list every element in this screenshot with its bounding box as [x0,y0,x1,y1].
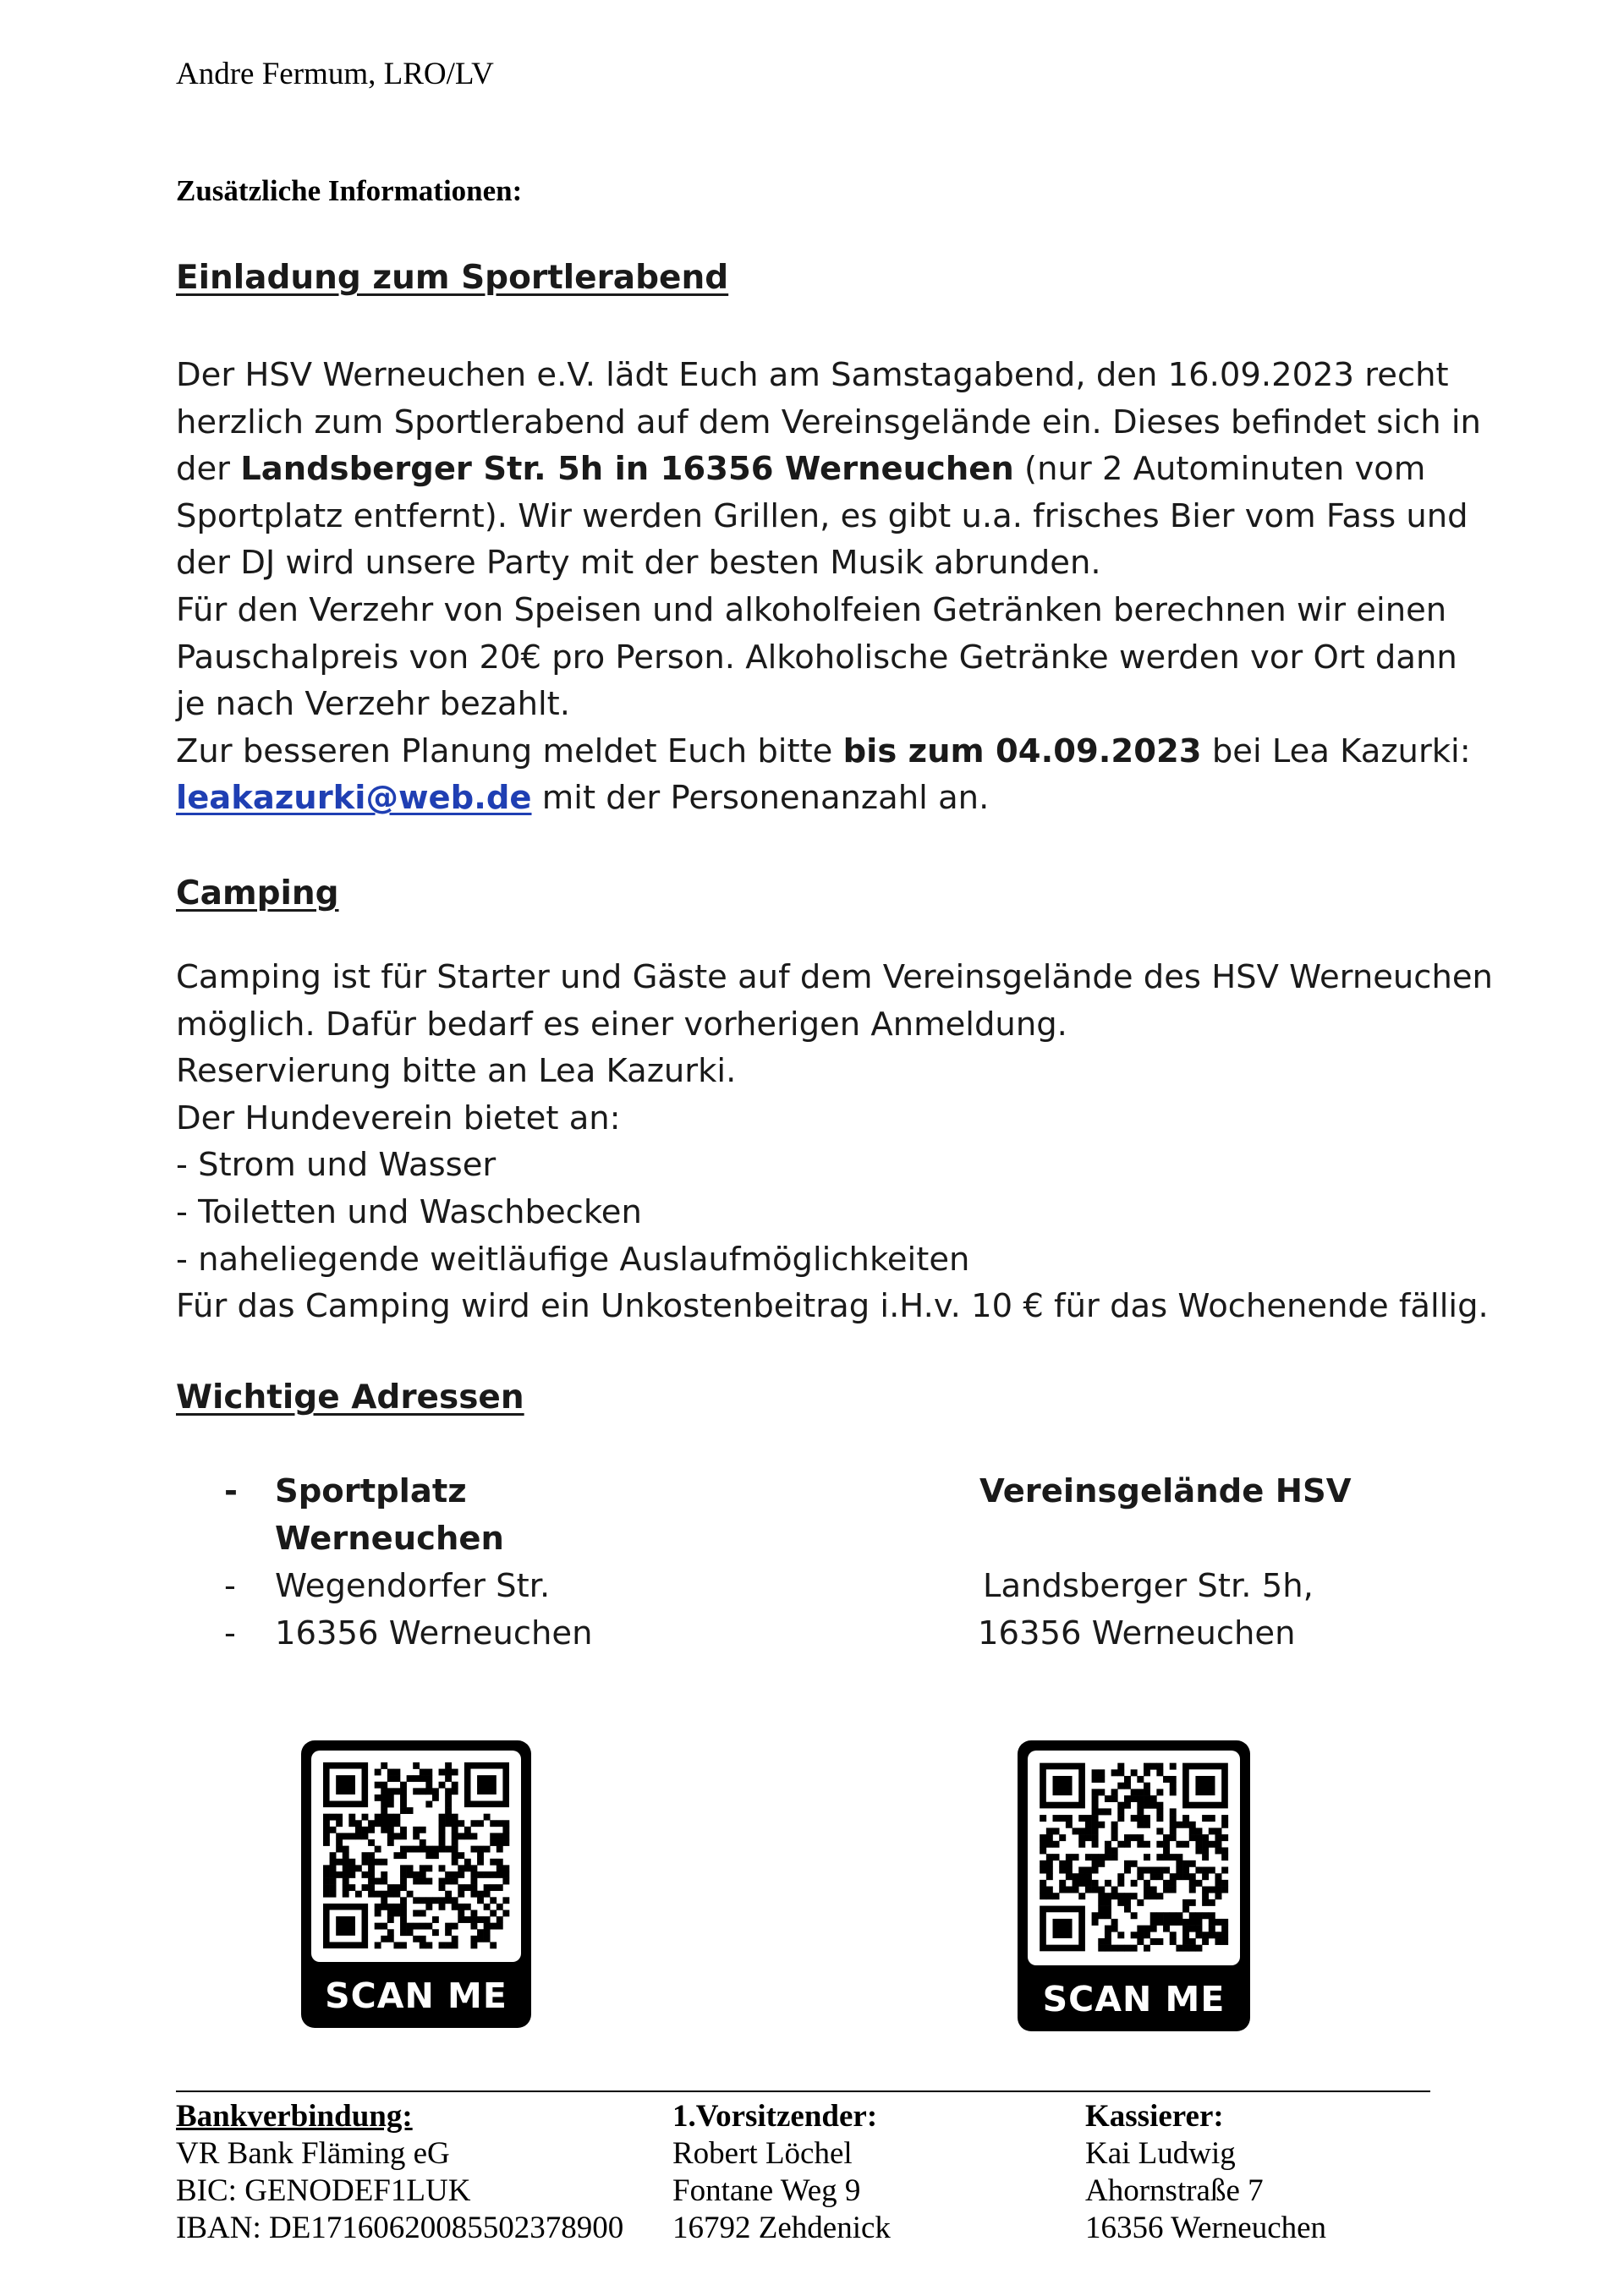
footer-bank [176,2098,623,2247]
text-line: - Strom und Wasser [176,1146,497,1185]
footer-divider [176,2091,1430,2092]
vereinsgelaende-city: 16356 Werneuchen [978,1614,1296,1652]
camping-heading: Camping [176,874,339,912]
footer-vorsitz [672,2098,891,2247]
bank-line: IBAN: DE17160620085502378900 [176,2211,624,2245]
text-line [176,728,1471,775]
text-line: Reservierung bitte an Lea Kazurki. [176,1052,737,1091]
qr-code-icon [311,1751,521,1962]
address-name-line: Werneuchen [275,1519,504,1558]
kassierer-line: Ahornstraße 7 [1085,2173,1264,2208]
text-fragment: der [176,450,241,489]
venue-address: Landsberger Str. 5h in 16356 Werneuchen [240,450,1014,489]
text-line: - Toiletten und Waschbecken [176,1192,642,1231]
kassierer-title: Kassierer: [1085,2099,1224,2134]
vorsitz-line: 16792 Zehdenick [672,2211,891,2245]
bank-title: Bankverbindung: [176,2099,413,2134]
text-line: Der Hundeverein bietet an: [176,1099,621,1137]
text-line: der DJ wird unsere Party mit der besten Musik abrunden. [176,544,1101,583]
text-line: herzlich zum Sportlerabend auf dem Vereinsgelände ein. Dieses befindet sich in [176,403,1481,441]
bank-line: BIC: GENODEF1LUK [176,2173,471,2208]
text-line: Der HSV Werneuchen e.V. lädt Euch am Samstagabend, den 16.09.2023 recht [176,356,1449,394]
camping-paragraph [176,954,1493,1330]
text-line: möglich. Dafür bedarf es einer vorherigen Anmeldung. [176,1005,1067,1044]
kassierer-line: 16356 Werneuchen [1085,2211,1327,2245]
kassierer-line: Kai Ludwig [1085,2136,1236,2171]
vorsitz-line: Robert Löchel [672,2136,853,2171]
sportplatz-name [275,1468,504,1562]
sportplatz-city: 16356 Werneuchen [275,1614,593,1652]
text-line: - naheliegende weitläufige Auslaufmöglichkeiten [176,1240,970,1279]
text-line [176,775,1462,822]
scan-me-label: SCAN ME [1042,1979,1226,2019]
text-line: Pauschalpreis von 20€ pro Person. Alkoholische Getränke werden vor Ort dann [176,638,1457,677]
bullet-dash: - [224,1614,236,1652]
deadline-date: bis zum 04.09.2023 [842,732,1202,770]
text-line: Für das Camping wird ein Unkostenbeitrag i.H.v. 10 € für das Wochenende fällig. [176,1287,1489,1326]
bullet-dash: - [224,1472,238,1510]
vereinsgelaende-street: Landsberger Str. 5h, [983,1567,1314,1605]
sportlerabend-paragraph [176,352,1481,822]
text-fragment: mit der Personenanzahl an. [531,779,990,818]
sportplatz-street: Wegendorfer Str. [275,1567,551,1605]
text-line: Für den Verzehr von Speisen und alkoholfeien Getränken berechnen wir einen [176,590,1447,629]
sportlerabend-heading: Einladung zum Sportlerabend [176,259,729,297]
qr-code-vereinsgelaende[interactable] [1018,1740,1250,2031]
footer-kassierer [1085,2098,1326,2247]
bank-line: VR Bank Fläming eG [176,2136,450,2171]
text-line: Camping ist für Starter und Gäste auf dem Vereinsgelände des HSV Werneuchen [176,958,1493,996]
qr-code-icon [1028,1751,1240,1965]
text-line [176,446,1462,493]
address-name-line: Sportplatz [275,1472,467,1510]
vereinsgelaende-name: Vereinsgelände HSV [979,1472,1352,1510]
text-fragment: Zur besseren Planung meldet Euch bitte [176,732,843,770]
vorsitz-title: 1.Vorsitzender: [672,2099,878,2134]
text-line: je nach Verzehr bezahlt. [176,685,571,724]
vorsitz-line: Fontane Weg 9 [672,2173,861,2208]
text-fragment: (nur 2 Autominuten vom [1013,450,1426,489]
bullet-dash: - [224,1567,236,1605]
text-fragment: bei Lea Kazurki: [1201,732,1471,770]
qr-code-sportplatz[interactable] [301,1740,531,2028]
adressen-heading: Wichtige Adressen [176,1378,524,1417]
scan-me-label: SCAN ME [325,1975,508,2016]
email-link[interactable]: leakazurki@web.de [176,779,532,818]
text-line: Sportplatz entfernt). Wir werden Grillen, es gibt u.a. frisches Bier vom Fass und [176,496,1468,535]
section-title: Zusätzliche Informationen: [176,174,523,207]
author-line: Andre Fermum, LRO/LV [176,57,494,91]
